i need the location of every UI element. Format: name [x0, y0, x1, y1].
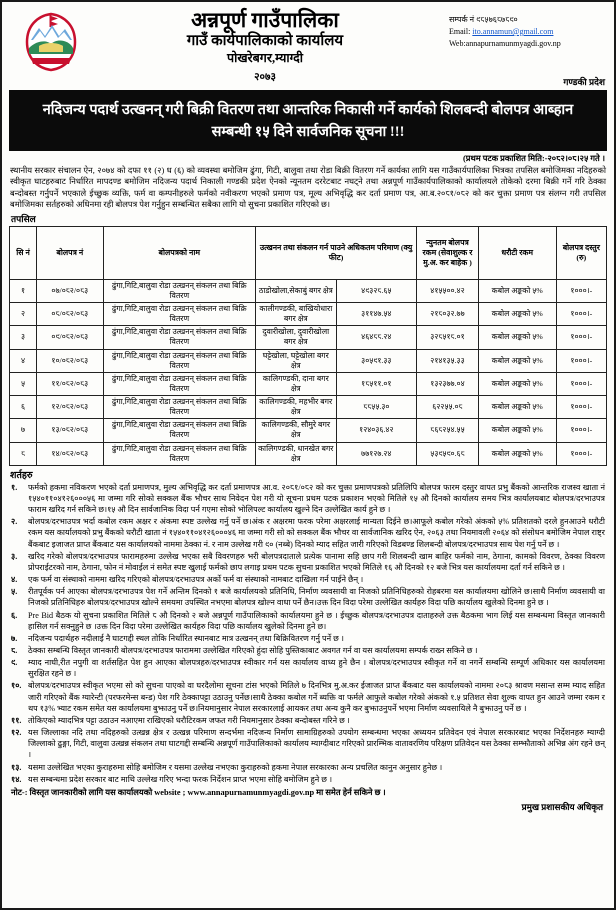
cell-tender-no: १२/०८२/०८३	[37, 396, 103, 419]
cell-sn: १	[10, 279, 37, 302]
condition-text: बोलपत्र/दरभाउपत्र भर्दा कबोल रकम अक्षर र अंकमा स्पष्ट उल्लेख गर्नु पर्ने छ।अंक र अक्षरमा फरक परेमा अक्षरलाई मान्यता दिईने छ।आफूले कबोल गरेको अंकको ५% प्रतिशतको दरले हुनआउने धरौटी रकम यस कार्यालयको प्रभु बैंकको धरौटी खाता नं १५४०११०४१२६०००४६ मा जम्मा गरी सो को सक्कल बैंक भौचर वा सार्वजानिक खरिद ऐन, २०६३ तथा नियमावली २०६४ को संसोधन बमोजिम नेपाल राष्ट्र बैंकबाट इजाजत प्राप्त बैंकबाट यस कार्यालयको नाममा ठेक्का नं. र नाम उल्लेख गरी ९० (नब्बे) दिनको म्याद सहित जारी गरिएको विडबण्ड शिलबन्दी बोलपत्र/दरभाउपत्र साथ पेश गर्नु पर्ने छ ।	[28, 517, 605, 549]
cell-tender-no: ११/०८२/०८३	[37, 372, 103, 395]
cell-sn: ३	[10, 326, 37, 349]
table-row	[10, 279, 607, 302]
cell-quantity: ७७१२७.२४	[336, 442, 417, 465]
condition-item	[9, 774, 607, 785]
cell-tender-no: १०/०८२/०८३	[37, 349, 103, 372]
cell-location: दुवारीखोला, दुवारीखोला बगर क्षेत्र	[256, 326, 337, 349]
cell-deposit: कबोल अङ्कको ५%	[478, 303, 556, 326]
notice-title-line2: सम्बन्धी १५ दिने सार्वजनिक सूचना !!!	[211, 123, 405, 140]
col-header-deposit: धरौटी रकम	[478, 226, 556, 279]
cell-tender-name: ढुंगा,गिटि,बालुवा रोडा उत्खनन् संकलन तथा बिक्रि वितरण	[103, 372, 255, 395]
condition-number: २.	[11, 517, 18, 527]
condition-text: तोकिएको म्यादभित्र पट्टा उठाउन नआएमा राखिएको धरौटिरकम जफत गरी नियमानुसार ठेक्का बन्दोबस्त गरिने छ ।	[28, 715, 350, 725]
cell-min-amount: २१८०३२.७७	[417, 303, 479, 326]
email-link[interactable]: ito.annamun@gmail.com	[472, 27, 554, 36]
tapasil-heading: तपसिल	[11, 213, 36, 224]
cell-tender-name: ढुंगा,गिटि,बालुवा रोडा उत्खनन् संकलन तथा बिक्रि वितरण	[103, 442, 255, 465]
condition-number: ९.	[11, 658, 18, 668]
col-header-fee: बोलपत्र दस्तुर (रु)	[556, 226, 606, 279]
condition-text: म्याद नाघी,रीत नपुगी वा शर्तसहित पेश हुन आएका बोलपत्रहरु/दरभाउपत्र स्वीकार गर्न यस कार्यालय वाध्य हुने छैन । बोलपत्र/दरभाउपत्र स्वीकृत गर्ने वा नगर्ने सम्बन्धि सम्पूर्ण अधिकार यस कार्यालयमा सुरक्षित रहने छ ।	[28, 658, 605, 679]
cell-location: कालीगण्डकी, बाखियोधारा बगर क्षेत्र	[256, 303, 337, 326]
condition-number: ५.	[11, 587, 18, 597]
cell-min-amount: १३२३७७.०४	[417, 372, 479, 395]
cell-tender-name: ढुंगा,गिटि,बालुवा रोडा उत्खनन् संकलन तथा बिक्रि वितरण	[103, 303, 255, 326]
email-label: Email:	[449, 27, 473, 36]
cell-tender-no: ०८/०८२/०८३	[37, 303, 103, 326]
condition-item	[9, 574, 607, 585]
cell-tender-name: ढुंगा,गिटि,बालुवा रोडा उत्खनन् संकलन तथा बिक्रि वितरण	[103, 419, 255, 442]
col-header-quantity: उत्खनन तथा संकलन गर्न पाउने अधिकतम परिमाण (क्यु फीट)	[256, 226, 417, 279]
conditions-list	[9, 482, 607, 785]
cell-deposit: कबोल अङ्कको ५%	[478, 279, 556, 302]
col-header-tender-name: बोलपत्रको नाम	[103, 226, 255, 279]
cell-location: ठाडोखोला,सेकाबुं बगर क्षेत्र	[256, 279, 337, 302]
tender-table-body	[10, 279, 607, 465]
email-line	[449, 26, 607, 38]
cell-quantity: ४६४८८.२४	[336, 326, 417, 349]
condition-item	[9, 633, 607, 644]
cell-fee: १०००।-	[556, 279, 606, 302]
condition-number: १२.	[11, 728, 22, 738]
cell-min-amount: ५३९५९०.६८	[417, 442, 479, 465]
cell-deposit: कबोल अङ्कको ५%	[478, 419, 556, 442]
cell-quantity: ३०५९१.३३	[336, 349, 417, 372]
cell-deposit: कबोल अङ्कको ५%	[478, 326, 556, 349]
cell-location: कालिगण्डकी, दाना बगर क्षेत्र	[256, 372, 337, 395]
note-line: नोट-: विस्तृत जानकारीको लागि यस कार्यालयको website ; www.annapurnamunmyagdi.gov.np मा समेत हेर्न सकिने छ ।	[11, 787, 386, 797]
condition-text: ठेक्का सम्बन्धि विस्तृत जानकारी बोलपत्र/दरभाउपत्र फाराममा उल्लेखित गरिएको हुंदा सोहि पुस्तिकाबाट अवगत गर्न वा यस कार्यालयमा सम्पर्क राख्न सकिने छ ।	[28, 645, 478, 655]
condition-text: एक फर्म वा संस्थाको नाममा खरिद गरिएको बोलपत्र/दरभाउपत्र अर्को फर्म वा संस्थाको नामबाट दाखिला गर्न पाईने छैन् ।	[28, 575, 364, 585]
cell-quantity: १८५११.०१	[336, 372, 417, 395]
cell-fee: १०००।-	[556, 396, 606, 419]
letterhead-center	[81, 6, 449, 84]
col-header-min-amount: न्युनतम बोलपत्र रकम (सेवाशुल्क र मु.अ. कर बाहेक )	[417, 226, 479, 279]
cell-fee: १०००।-	[556, 326, 606, 349]
condition-number: १३.	[11, 762, 22, 772]
cell-min-amount: २१४१३५.३३	[417, 349, 479, 372]
condition-number: १०.	[11, 681, 22, 691]
col-header-tender-no: बोलपत्र नं	[37, 226, 103, 279]
cell-tender-name: ढुंगा,गिटि,बालुवा रोडा उत्खनन् संकलन तथा बिक्रि वितरण	[103, 349, 255, 372]
cell-tender-no: १३/०८२/०८३	[37, 419, 103, 442]
condition-text: Pre Bid बैठक यो सुचना प्रकाशित मितिले ८ औ दिनको २ बजे अन्नपूर्ण गाउँपालिकाको कार्यालयमा हुने छ । ईच्छुक बोलपत्र/दरभाउपत्र दाताहरुले उक्त बैठकमा भाग लिई यस सम्बन्धमा विस्तृत जानकारी हासिल गर्न सक्नुहुने छ ।उक्त दिन विदा परेमा उल्लेखित कार्यहरु विदा पछि कार्यालय खुलेको दिनमा हुने छ।	[28, 610, 605, 631]
cell-deposit: कबोल अङ्कको ५%	[478, 396, 556, 419]
table-row	[10, 326, 607, 349]
table-row	[10, 349, 607, 372]
cell-fee: १०००।-	[556, 442, 606, 465]
notice-title-banner	[9, 90, 607, 151]
table-row	[10, 372, 607, 395]
table-row	[10, 396, 607, 419]
table-row	[10, 303, 607, 326]
condition-number: ४.	[11, 575, 18, 585]
condition-item	[9, 610, 607, 632]
cell-sn: ५	[10, 372, 37, 395]
condition-number: ११.	[11, 715, 22, 725]
condition-item	[9, 727, 607, 760]
cell-sn: २	[10, 303, 37, 326]
condition-text: खरिद गरेको बोलपत्र/दरभाउपत्र फारामहरुमा उल्लेख भएका सबै विवरणहरु भरी बोलपत्रदाताले प्रत्येक पानामा सहि छाप गरी शिलबन्दी खाम बाहिर फर्मको नाम, ठेगाना, कामको विवरण, ठेक्का विवरण प्रोपराईटरको नाम, ठेगाना, फोन नं मोवाईल नं समेत स्पष्ट खुलाई फर्मको छाप लगाइ प्रथम पटक सुचना प्रकाशित भएको मितिले १६ औ दिनको १२ बजे भित्र यस कार्यालयमा दर्ता गर्न सकिने छ ।	[28, 551, 605, 572]
cell-tender-name: ढुंगा,गिटि,बालुवा रोडा उत्खनन् संकलन तथा बिक्रि वितरण	[103, 279, 255, 302]
cell-quantity: ४९३२८.६५	[336, 279, 417, 302]
condition-text: यसमा उल्लेखित भएका कुराहरुमा सोहि बमोजिम र यसमा उल्लेख नभएका कुराहरुको हकमा नेपाल सरकारका अन्य प्रचलित कानुन अनुसार हुनेछ ।	[28, 762, 443, 772]
cell-sn: ६	[10, 396, 37, 419]
cell-sn: ४	[10, 349, 37, 372]
condition-item	[9, 657, 607, 679]
contact-number: सम्पर्क नं ९८५७६८७८९०	[449, 15, 518, 24]
published-date: (प्रथम पटक प्रकाशित मिति:-२०८२।०८।२५ गते ।	[462, 154, 605, 164]
cell-min-amount: ३२८५१८.०१	[417, 326, 479, 349]
cell-sn: ७	[10, 419, 37, 442]
tender-table	[9, 226, 607, 466]
condition-text: बोलपत्र/दरभाउपत्र स्वीकृत भएमा सो को सुचना पाएको वा घरदैलोमा सूचना टांस भएको मितिले ७ दिनभित्र मु.अ.कर ईजाजत प्राप्त बैंकबाट यस कार्यालयको नाममा २०८३ श्रावण मसान्त सम्म म्याद सहित जारी गरिएको बैंक ग्यारेन्टी (परफरमेन्स बन्ड) पेश गरि ठेक्कापट्टा उठाउनु पर्नेछ।साथै ठेक्का कबोल गर्ने ब्यक्ति वा फर्मले आफुले कबोल गरेको अंकको १.५ प्रतिशत सेवा शुल्क वापत हुन आउने जम्मा रकम र थप १३% भ्याट रकम समेत यस कार्यालयमा बुझाउनु पर्ने छ।नियमानुसार नेपाल सरकारलाई आयकर तथा अन्य कुनै कर बुझाउनुपर्ने भएमा निर्माण व्यवसायिले नै बुझाउनु पर्ने छ ।	[28, 681, 605, 713]
cell-fee: १०००।-	[556, 372, 606, 395]
cell-tender-no: ०७/०८२/०८३	[37, 279, 103, 302]
condition-number: १.	[11, 482, 18, 492]
cell-quantity: ८८५५.३०	[336, 396, 417, 419]
establishment-year: २०७३	[254, 72, 276, 84]
condition-number: ८.	[11, 645, 18, 655]
condition-item	[9, 645, 607, 656]
condition-number: ६.	[11, 610, 18, 620]
condition-number: १४.	[11, 774, 22, 784]
cell-deposit: कबोल अङ्कको ५%	[478, 372, 556, 395]
cell-sn: ८	[10, 442, 37, 465]
condition-text: यस सम्बन्धमा प्रदेश सरकार बाट माथि उल्लेख गरिए भन्दा फरक निर्देशन प्राप्त भएमा सोहि बमोजिम हुने छ ।	[28, 774, 333, 784]
condition-item	[9, 762, 607, 773]
cell-tender-name: ढुंगा,गिटि,बालुवा रोडा उत्खनन् संकलन तथा बिक्रि वितरण	[103, 326, 255, 349]
cell-location: कालिगण्डकी, धानखेत बगर क्षेत्र	[256, 442, 337, 465]
notice-body-paragraph: स्थानीय सरकार संचालन ऐन, २०७४ को दफा ११ (२) ध (६) को व्यवस्था बमोजिम ढुंगा, गिटी, बालुवा तथा रोडा बिक्री वितरण गर्ने कार्यका लागि यस गाउँकार्यपालिका भित्रका तपसिल बमोजिमका नदिहरुको स्वीकृत घाटहरुबाट निर्धारित मापदण्ड बमोजिम नदिजन्य पदार्थ निकाली गण्डकी प्रदेश ऐनको न्यूनतम दररेटबाट नघट्ने तथा अन्नपूर्ण गाउँकार्यपालिकाको कार्यालयले तोकेको दरमा बिक्री गर्ने गरि ठेक्का बन्दोबस्त गर्नुपर्ने भएकाले ईच्छुक व्यक्ति, फर्म वा कम्पनीहरुले फर्मको नवीकरण भएको प्रमाण पत्र, मूल्य अभिवृद्धि कर दर्ता प्रमाण पत्र, आ.ब.२०८१/०८२ को कर चुक्ता प्रमाण पत्र संलग्न गरी तपसिल बमोजिमका सर्तहरुको अधिनमा रही बोलपत्र पेश गर्नुहुन सम्बन्धित सबैका लागि यो सुचना प्रकाशित गरिएको छ।	[10, 166, 606, 210]
cell-min-amount: ८६८२५४.५५	[417, 419, 479, 442]
cell-tender-no: ०९/०८२/०८३	[37, 326, 103, 349]
tender-table-header	[10, 226, 607, 279]
condition-item	[9, 551, 607, 573]
cell-fee: १०००।-	[556, 349, 606, 372]
cell-location: कालिगण्डकी, महभीर बगर क्षेत्र	[256, 396, 337, 419]
cell-min-amount: ४१५५००.४२	[417, 279, 479, 302]
cell-quantity: १२४०३६.४२	[336, 419, 417, 442]
cell-min-amount: ६२२५५.०८	[417, 396, 479, 419]
table-row	[10, 442, 607, 465]
condition-text: फर्मको हकमा नविकरण भएको दर्ता प्रमाणपत्र, मुल्य अभिवृद्धि कर दर्ता प्रमाणपत्र आ.व. २०८१/०८२ को कर चुक्ता प्रमाणपत्रको प्रतिलिपि बोलपत्र फारम दस्तुर वापत प्रभु बैंकको आन्तरिक राजस्व खाता नं १५४०११०४१२६०००५६ मा जम्मा गरि सोको सक्कल बैंक भौचर साथ निवेदन पेश गरी यो सूचना प्रथम पटक प्रकाशन भएको मितिले १५ औ दिनको कार्यालय समय भित्र कार्यालयबाट बोलपत्र/दरभाउपत्र फाराम खरिद गर्न सकिने छ।१५ औ दिन सार्वजानिक विदा पर्न गएमा सोको भोलिपल्ट कार्यालय खुल्ने दिन उल्लेखित कार्य हुने छ ।	[28, 482, 605, 515]
letterhead	[9, 6, 607, 88]
notice-title-line1: नदिजन्य पदार्थ उत्खनन् गरी बिक्री वितरण तथा आन्तरिक निकासी गर्ने कार्यको शिलबन्दी बोलपत्र आब्हान	[42, 102, 574, 118]
condition-item	[9, 680, 607, 713]
contact-block	[449, 6, 607, 50]
municipality-name: अन्नपूर्ण गाउँपालिका	[191, 8, 339, 32]
province-label: गण्डकी प्रदेश	[563, 77, 605, 87]
cell-tender-no: १४/०८२/०८३	[37, 442, 103, 465]
condition-item	[9, 586, 607, 608]
condition-item	[9, 482, 607, 515]
website-line: Web:annapurnamunmyagdi.gov.np	[449, 39, 561, 48]
office-address: पोखरेबगर,म्याग्दी	[226, 51, 304, 66]
nepal-government-emblem-icon	[25, 12, 77, 72]
office-name: गाउँ कार्यपालिकाको कार्यालय	[186, 33, 344, 50]
col-header-sn: सि नं	[10, 226, 37, 279]
condition-text: यस जिल्लाका नदि तथा नदिहरुको उत्खन्न क्षेत्र र उत्खन्न परिमाण सन्दर्भमा नदिजन्य निर्माण सामाग्रिहरुको उपयोग सम्बन्धमा भएका अध्ययन प्रतिवेदन एवं नेपाल सरकारबाट भएका निर्देशनहरु म्याग्दी जिल्लाको ढुङ्गा, गिटी, वालुवा उत्खन्न संकलन तथा घाटगद्दी सम्बन्धि अन्नपूर्ण गाउँपालिकाको कार्यालय म्याग्दीबाट गरिएको प्रारम्भिक वातावरणिय परिक्षण प्रतिवेदन यस ठेक्का सम्झौताको अभिन्न अंग रहने छन् ।	[28, 728, 605, 760]
cell-tender-name: ढुंगा,गिटि,बालुवा रोडा उत्खनन् संकलन तथा बिक्रि वितरण	[103, 396, 255, 419]
cell-deposit: कबोल अङ्कको ५%	[478, 349, 556, 372]
condition-text: नदिजन्य पदार्थहरु नदीलाई नै घाटगद्दी स्थल तोकि निर्धारित स्थानबाट मात्र उत्खनन् तथा बिक्रिवितरण गर्नु पर्ने छ ।	[28, 633, 344, 643]
cell-location: घट्टेखोला, घट्टेखोला बगर क्षेत्र	[256, 349, 337, 372]
cell-fee: १०००।-	[556, 303, 606, 326]
conditions-heading: शर्तहरु	[10, 470, 33, 481]
condition-text: रीतपूर्वक पर्न आएका बोलपत्र/दरभाउपत्र पेश गर्ने अन्तिम दिनको १ बजे कार्यालयको प्रतिनिधि, निर्माण व्यवसायी वा निजको प्रतिनिधिहरुको रोहबरमा यस कार्यालयमा खोलिने छ।साथै निर्माण व्यवसायी वा निजको प्रतिनिधिहरु बोलपत्र/दरभाउपत्र खोल्ने समयमा उपस्थित नभएमा बोलपत्र खोल्न वाधा पर्ने छैन।उक्त दिन विदा परेमा उल्लेखित कार्यहरु विदा पछि कार्यालय खुलेको दिनमा हुने छ ।	[28, 587, 605, 608]
table-row	[10, 419, 607, 442]
condition-number: ७.	[11, 633, 18, 643]
condition-number: ३.	[11, 551, 18, 561]
cell-quantity: ३११४७.५४	[336, 303, 417, 326]
condition-item	[9, 516, 607, 549]
cell-deposit: कबोल अङ्कको ५%	[478, 442, 556, 465]
condition-item	[9, 715, 607, 726]
cell-location: कालिगण्डकी, सौमुरे बगर क्षेत्र	[256, 419, 337, 442]
cell-fee: १०००।-	[556, 419, 606, 442]
signature-title: प्रमुख प्रशासकीय अधिकृत	[521, 801, 603, 812]
